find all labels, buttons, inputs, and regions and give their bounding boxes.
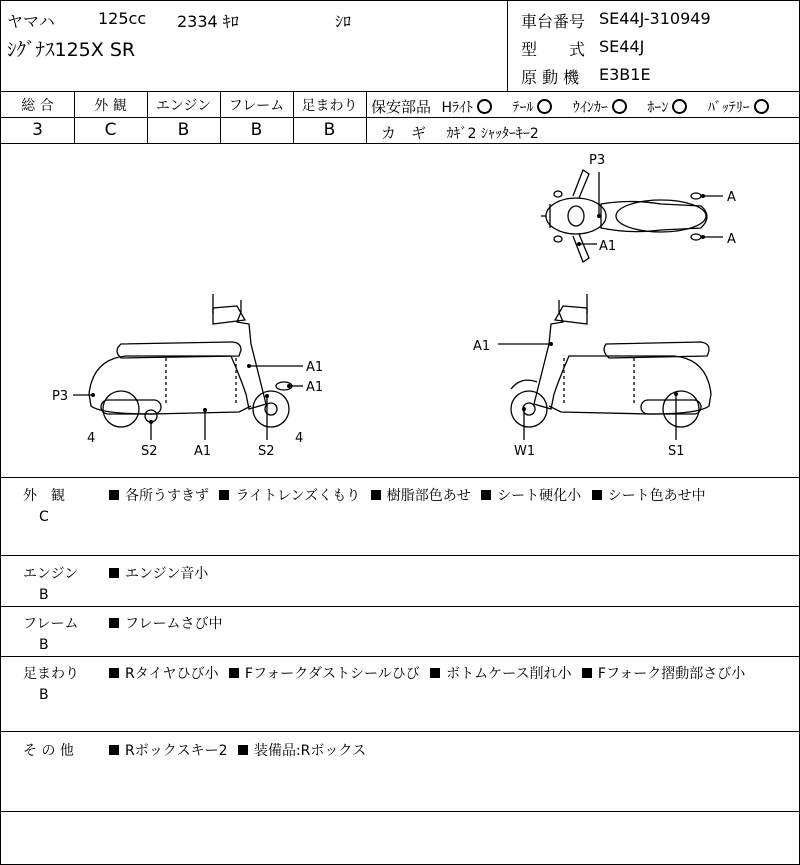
top-view-scooter	[541, 170, 707, 262]
grade-frame: B	[250, 120, 263, 140]
maker-text: ヤマハ	[7, 12, 55, 31]
grade-exterior: C	[104, 120, 117, 140]
label-a1-left-upper: A1	[306, 360, 324, 375]
safety-item-headlight: Hﾗｲﾄ	[441, 100, 473, 116]
displacement-text: 125cc	[98, 9, 147, 28]
remark-items-other: Rボックスキー2 装備品:Rボックス	[109, 740, 366, 760]
grade-header-exterior: 外 観	[94, 98, 127, 114]
remark-items-frame: フレームさび中	[109, 613, 222, 633]
label-a1-top: A1	[599, 239, 617, 254]
safety-item-horn: ﾎｰﾝ	[647, 100, 669, 116]
grade-header-engine: エンジン	[155, 98, 212, 114]
model-name: ｼｸﾞﾅｽ125X SR	[7, 39, 136, 61]
label-4-front: 4	[295, 431, 304, 446]
label-s1: S1	[668, 444, 685, 459]
grade-header-frame: フレーム	[228, 98, 285, 114]
remark-grade-engine: B	[39, 587, 49, 603]
label-a-upper: A	[727, 190, 736, 205]
safety-item-winker: ｳｲﾝｶｰ	[572, 100, 608, 116]
label-4-rear: 4	[87, 431, 96, 446]
remark-grade-suspension: B	[39, 687, 49, 703]
grade-header-overall: 総 合	[21, 98, 54, 114]
grade-header-suspension: 足まわり	[301, 98, 358, 114]
type-value: SE44J	[599, 37, 645, 56]
safety-item-battery: ﾊﾞｯﾃﾘｰ	[707, 100, 750, 116]
grade-engine: B	[177, 120, 190, 140]
label-s2-rear: S2	[141, 444, 158, 459]
remark-label-exterior: 外 観	[23, 488, 65, 504]
ok-circle-icon	[754, 99, 769, 114]
grade-overall: 3	[32, 120, 43, 140]
safety-item-tail: ﾃｰﾙ	[512, 100, 534, 116]
ok-circle-icon	[537, 99, 552, 114]
ok-circle-icon	[477, 99, 492, 114]
type-label: 型 式	[521, 40, 586, 59]
engine-value: E3B1E	[599, 65, 651, 84]
key-row	[381, 122, 539, 143]
ok-circle-icon	[672, 99, 687, 114]
label-w1: W1	[514, 444, 536, 459]
label-a1-right: A1	[473, 339, 491, 354]
ok-circle-icon	[612, 99, 627, 114]
remark-grade-frame: B	[39, 637, 49, 653]
label-a1-left-lower: A1	[306, 380, 324, 395]
engine-label: 原 動 機	[521, 68, 580, 87]
remark-label-frame: フレーム	[23, 616, 79, 632]
color-text: ｼﾛ	[335, 12, 352, 31]
remark-grade-exterior: C	[39, 509, 49, 525]
mileage-text: 2334 ｷﾛ	[177, 12, 239, 31]
grade-suspension: B	[323, 120, 336, 140]
label-a1-bottom: A1	[194, 444, 212, 459]
key-label: カ ギ	[381, 124, 427, 142]
label-p3-left: P3	[52, 389, 69, 404]
right-side-scooter	[511, 294, 711, 427]
remark-label-engine: エンジン	[23, 566, 79, 582]
remark-items-engine: エンジン音小	[109, 563, 208, 583]
damage-diagram	[1, 144, 799, 477]
safety-parts-row	[371, 96, 769, 117]
label-s2-front: S2	[258, 444, 275, 459]
remark-items-exterior: 各所うすきず ライトレンズくもり 樹脂部色あせ シート硬化小 シート色あせ中	[109, 485, 706, 505]
remark-label-other: そ の 他	[23, 743, 74, 759]
label-p3-top: P3	[589, 153, 606, 168]
key-value: ｶｷﾞ2 ｼｬｯﾀｰｷｰ2	[446, 126, 539, 142]
left-side-scooter	[89, 294, 292, 427]
remark-items-suspension: Rタイヤひび小 Fフォークダストシールひび ボトムケース削れ小 Fフォーク摺動部さび小	[109, 663, 745, 683]
label-a-lower: A	[727, 232, 736, 247]
frame-no-label: 車台番号	[521, 12, 586, 31]
remark-label-suspension: 足まわり	[23, 666, 79, 682]
frame-no-value: SE44J-310949	[599, 9, 711, 28]
safety-label: 保安部品	[371, 98, 432, 116]
